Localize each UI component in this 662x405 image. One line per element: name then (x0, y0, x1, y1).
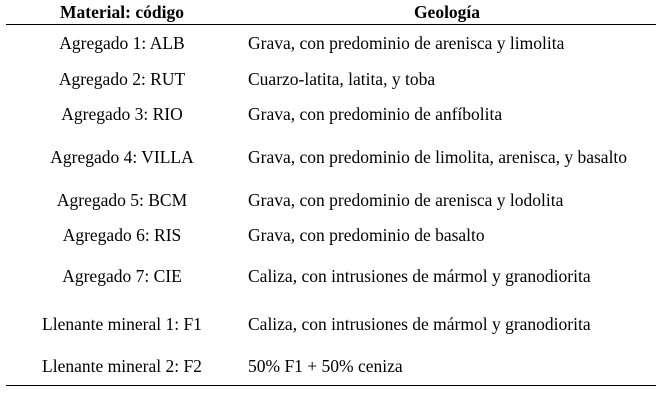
table-row (6, 218, 656, 252)
geology-cell: Caliza, con intrusiones de mármol y granodiorita (248, 313, 591, 334)
header-material: Material: código (6, 0, 238, 25)
material-code-cell: Llenante mineral 1: F1 (42, 313, 202, 334)
table-row (6, 348, 656, 386)
geology-cell: Cuarzo-latita, latita, y toba (248, 69, 436, 89)
geology-cell: Grava, con predominio de basalto (248, 224, 485, 245)
materials-geology-table (6, 0, 656, 386)
table-body (6, 25, 656, 386)
material-code-cell: Agregado 4: VILLA (50, 146, 194, 167)
geology-cell: 50% F1 + 50% ceniza (238, 348, 656, 386)
table-row (6, 252, 656, 300)
geology-cell: Grava, con predominio de anfíbolita (248, 104, 503, 124)
header-geology: Geología (238, 0, 656, 25)
material-code-cell: Agregado 3: RIO (61, 104, 183, 124)
material-code-cell: Agregado 7: CIE (62, 265, 182, 286)
material-code-cell: Agregado 5: BCM (56, 189, 188, 210)
geology-cell: Caliza, con intrusiones de mármol y granodiorita (248, 265, 591, 286)
table-row (6, 25, 656, 63)
geology-cell: Grava, con predominio de arenisca y limolita (248, 33, 565, 53)
geology-cell: Grava, con predominio de limolita, arenisca, y basalto (248, 146, 628, 167)
table-row (6, 62, 656, 97)
header-row (6, 0, 656, 25)
geology-cell: Grava, con predominio de arenisca y lodolita (248, 189, 564, 210)
material-code-cell: Llenante mineral 2: F2 (6, 348, 238, 386)
material-code-cell: Agregado 1: ALB (59, 33, 185, 53)
material-code-cell: Agregado 6: RIS (62, 224, 182, 245)
table-row (6, 132, 656, 182)
table-row (6, 97, 656, 132)
material-code-cell: Agregado 2: RUT (58, 69, 186, 89)
table-header (6, 0, 656, 25)
table-row (6, 182, 656, 218)
table-row (6, 300, 656, 348)
